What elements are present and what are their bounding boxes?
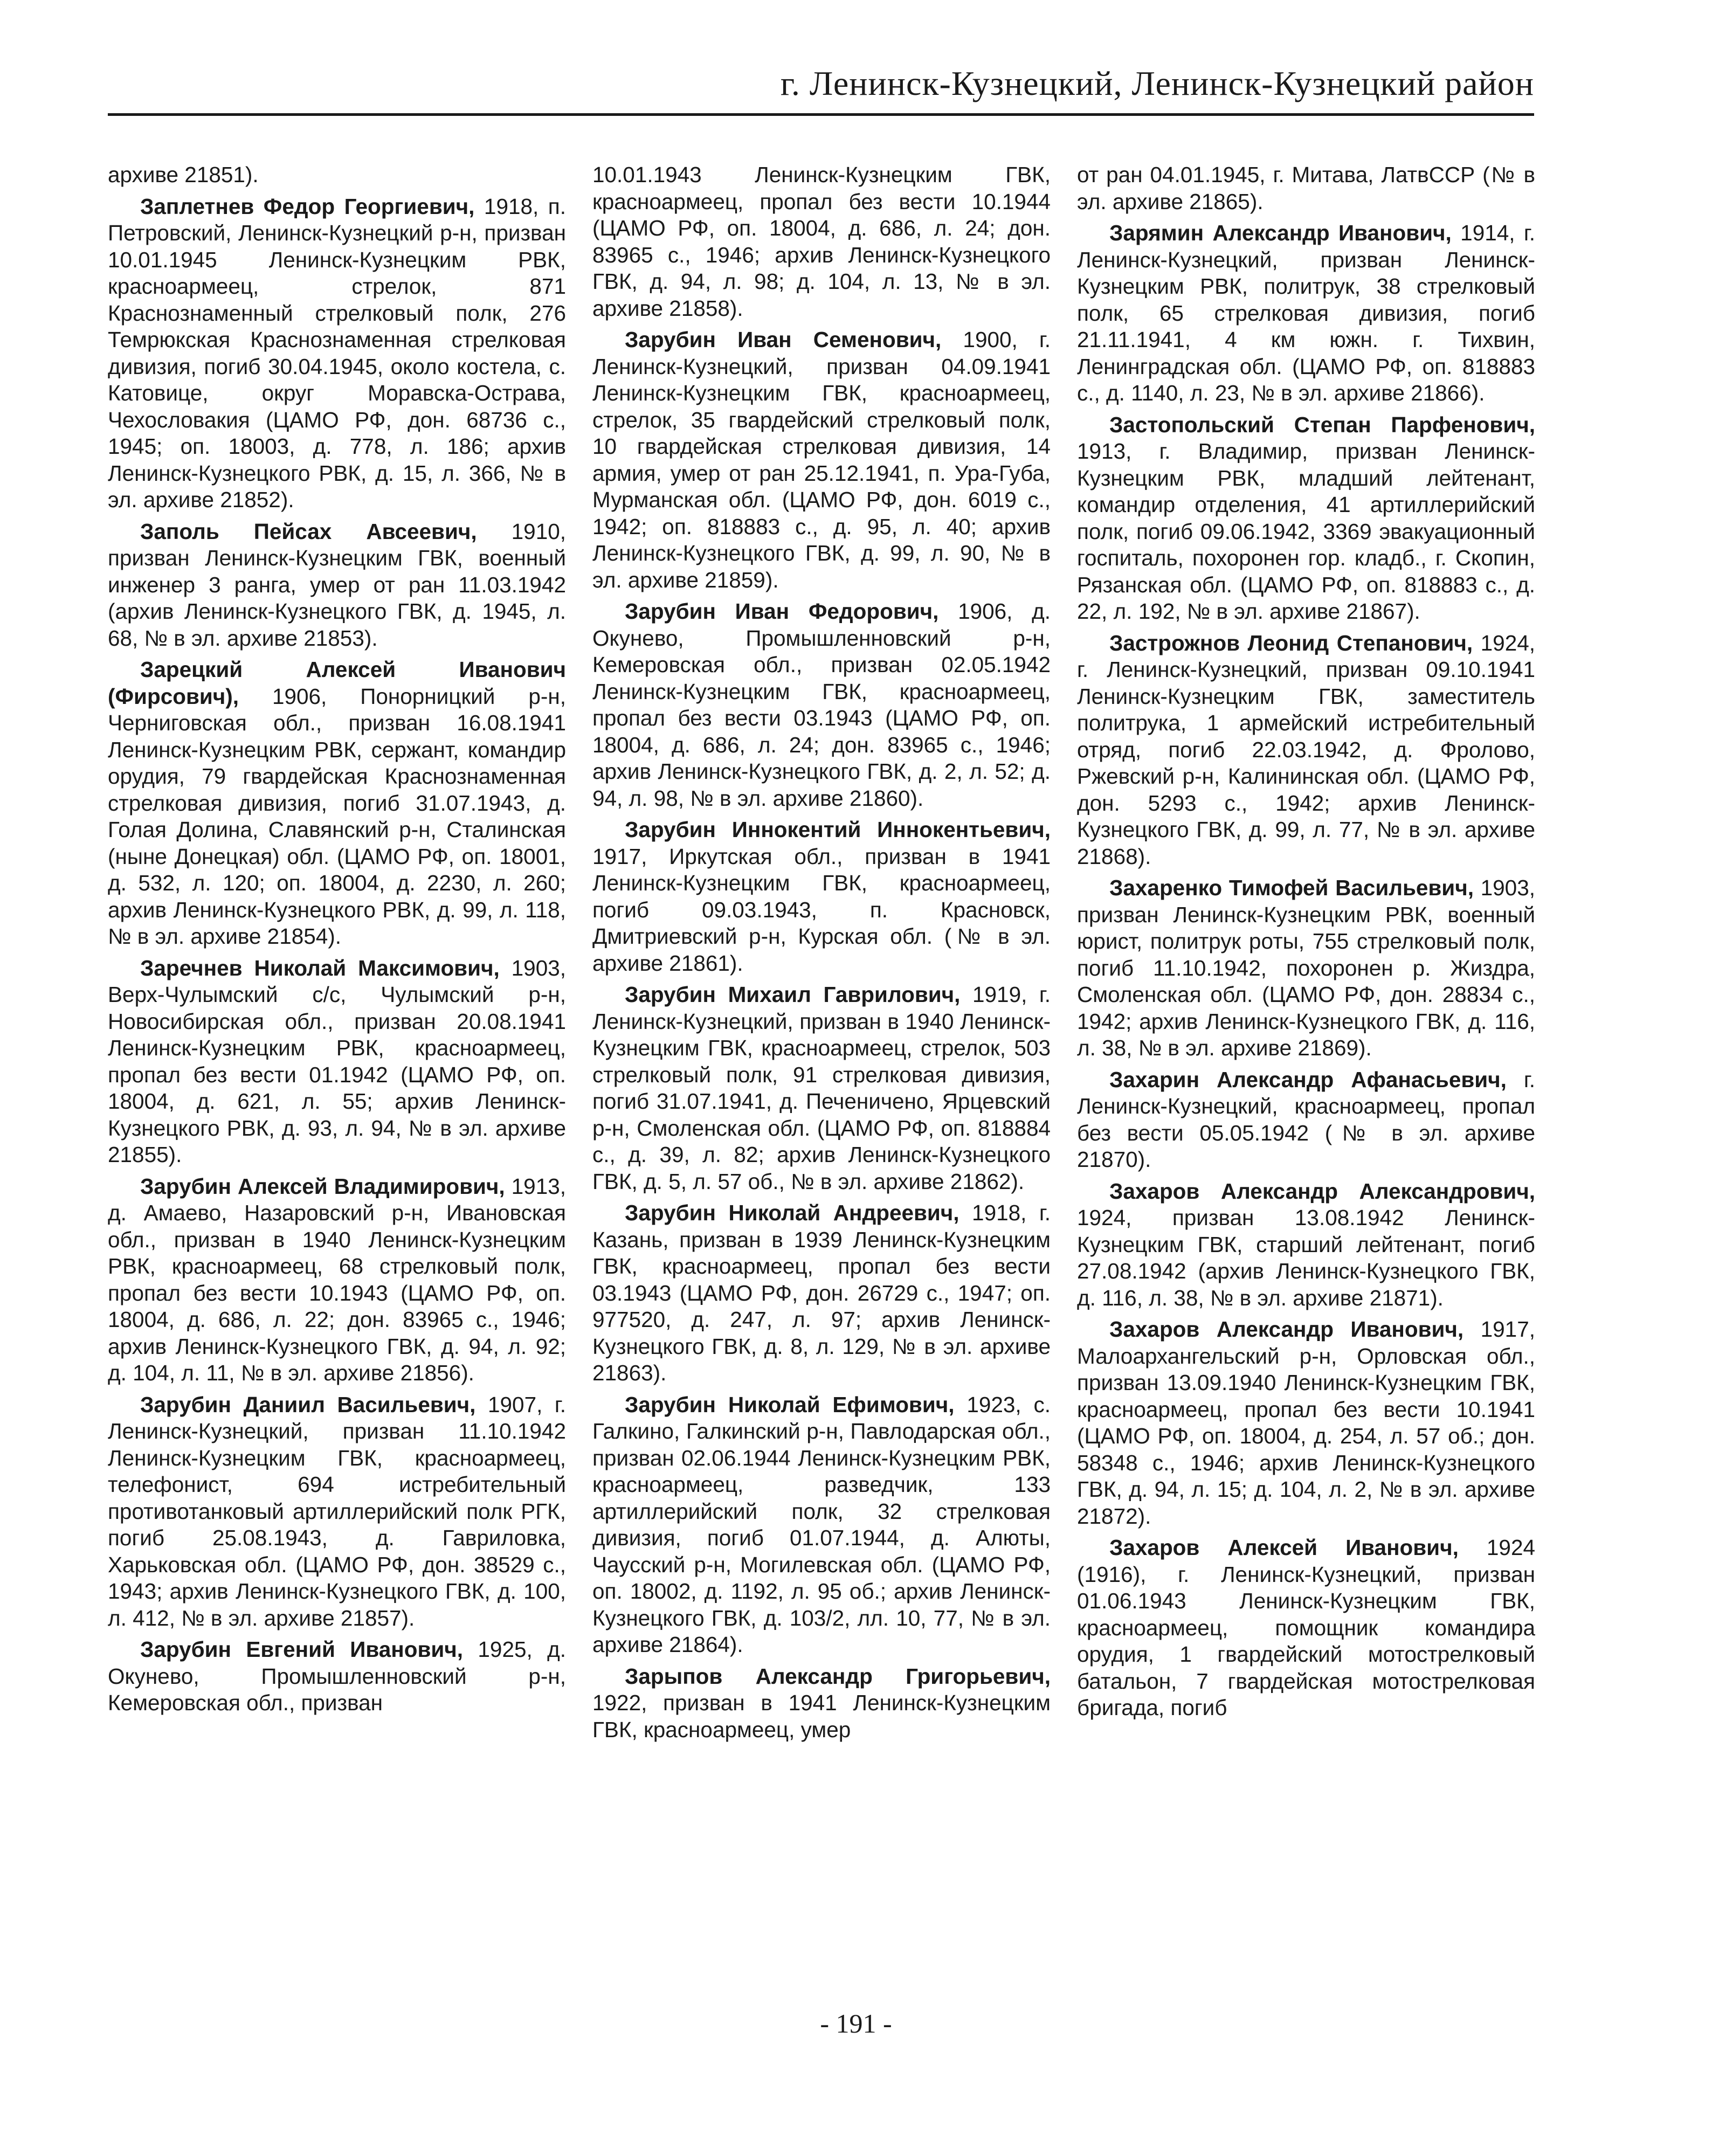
entry-text: 1903, призван Ленинск-Кузнецким РВК, военный юрист, политрук роты, 755 стрелковый полк, погиб 11.10.1942, похоронен р. Жиздра, Смоленская обл. (ЦАМО РФ, дон. 28834 с., 1942; архив Ленинск-Кузнецкого ГВК, д. 116, л. 38, № в эл. архиве 21869).: [1077, 875, 1535, 1060]
biography-entry: [592, 1663, 1051, 1744]
biography-entry: [592, 327, 1051, 593]
entry-text: 1917, Иркутская обл., призван в 1941 Ленинск-Кузнецким ГВК, красноармеец, погиб 09.03.1943, п. Красновск, Дмитриевский р-н, Курская обл. (№ в эл. архиве 21861).: [592, 844, 1051, 976]
biography-entry: [592, 817, 1051, 977]
person-name: Захаров Алексей Иванович,: [1109, 1535, 1459, 1560]
entry-text: 1925, д. Окунево, Промышленновский р-н, Кемеровская обл., призван: [108, 1637, 566, 1715]
entry-text: 1923, с. Галкино, Галкинский р-н, Павлодарская обл., призван 02.06.1944 Ленинск-Кузнецким РВК, красноармеец, разведчик, 133 артиллерийский полк, 32 стрелковая дивизия, погиб 01.07.1944, д. Алюты, Чаусский р-н, Могилевская обл. (ЦАМО РФ, оп. 18002, д. 1192, л. 95 об.; архив Ленинск-Кузнецкого ГВК, д. 103/2, лл. 10, 77, № в эл. архиве 21864).: [592, 1392, 1051, 1657]
entry-text: 1900, г. Ленинск-Кузнецкий, призван 04.09.1941 Ленинск-Кузнецким ГВК, красноармеец, стрелок, 35 гвардейский стрелковый полк, 10 гвардейская стрелковая дивизия, 14 армия, умер от ран 25.12.1941, п. Ура-Губа, Мурманская обл. (ЦАМО РФ, дон. 6019 с., 1942; оп. 818883 с., д. 95, л. 40; архив Ленинск-Кузнецкого ГВК, д. 99, л. 90, № в эл. архиве 21859).: [592, 327, 1051, 592]
biography-entry: [1077, 630, 1535, 870]
person-name: Зарямин Александр Иванович,: [1109, 220, 1452, 245]
biography-entry: [108, 1636, 566, 1717]
person-name: Захаренко Тимофей Васильевич,: [1109, 875, 1474, 900]
biography-entry: [1077, 1178, 1535, 1312]
entry-text: 1903, Верх-Чулымский с/с, Чулымский р-н, Новосибирская обл., призван 20.08.1941 Ленинск-Кузнецким РВК, красноармеец, пропал без вести 01.1942 (ЦАМО РФ, оп. 18004, д. 621, л. 55; архив Ленинск-Кузнецкого РВК, д. 93, л. 94, № в эл. архиве 21855).: [108, 955, 566, 1167]
entry-text: архиве 21851).: [108, 162, 259, 187]
column-1: [108, 162, 566, 1957]
biography-entry: [108, 194, 566, 514]
biography-entry: [108, 657, 566, 950]
person-name: Застрожнов Леонид Степанович,: [1109, 630, 1473, 655]
biography-entry: [592, 982, 1051, 1195]
biography-entry: [108, 1173, 566, 1387]
person-name: Зарубин Николай Ефимович,: [625, 1392, 955, 1417]
biography-entry: [592, 1392, 1051, 1659]
text-columns: [108, 162, 1535, 1957]
biography-entry: [1077, 1067, 1535, 1173]
biography-entry: [108, 955, 566, 1169]
biography-entry: [592, 1200, 1051, 1387]
person-name: Зарубин Михаил Гаврилович,: [625, 982, 961, 1007]
biography-entry: [108, 519, 566, 652]
biography-entry: [1077, 1535, 1535, 1722]
entry-text: 1906, Понорницкий р-н, Черниговская обл., призван 16.08.1941 Ленинск-Кузнецким РВК, сержант, командир орудия, 79 гвардейская Краснознаменная стрелковая дивизия, погиб 31.07.1943, д. Голая Долина, Славянский р-н, Сталинская (ныне Донецкая) обл. (ЦАМО РФ, оп. 18001, д. 532, л. 120; оп. 18004, д. 2230, л. 260; архив Ленинск-Кузнецкого РВК, д. 99, л. 118, № в эл. архиве 21854).: [108, 683, 566, 949]
person-name: Зарубин Иннокентий Иннокентьевич,: [625, 817, 1051, 842]
column-3: [1077, 162, 1535, 1957]
entry-text: 1924 (1916), г. Ленинск-Кузнецкий, призван 01.06.1943 Ленинск-Кузнецким ГВК, красноармеец, помощник командира орудия, 1 гвардейский мотострелковый батальон, 7 гвардейская мотострелковая бригада, погиб: [1077, 1535, 1535, 1720]
entry-text: 1914, г. Ленинск-Кузнецкий, призван Ленинск-Кузнецким РВК, политрук, 38 стрелковый полк, 65 стрелковая дивизия, погиб 21.11.1941, 4 км южн. г. Тихвин, Ленинградская обл. (ЦАМО РФ, оп. 818883 с., д. 1140, л. 23, № в эл. архиве 21866).: [1077, 220, 1535, 405]
biography-entry: [1077, 875, 1535, 1062]
person-name: Зарыпов Александр Григорьевич,: [625, 1663, 1051, 1689]
entry-text: 1922, призван в 1941 Ленинск-Кузнецким ГВК, красноармеец, умер: [592, 1690, 1051, 1742]
entry-text: 1924, г. Ленинск-Кузнецкий, призван 09.10.1941 Ленинск-Кузнецким ГВК, заместитель политрука, 1 армейский истребительный отряд, погиб 22.03.1942, д. Фролово, Ржевский р-н, Калининская обл. (ЦАМО РФ, дон. 5293 с., 1942; архив Ленинск-Кузнецкого ГВК, д. 99, л. 77, № в эл. архиве 21868).: [1077, 630, 1535, 869]
person-name: Зарубин Даниил Васильевич,: [140, 1392, 476, 1417]
entry-text: 10.01.1943 Ленинск-Кузнецким ГВК, красноармеец, пропал без вести 10.1944 (ЦАМО РФ, оп. 18004, д. 686, л. 24; дон. 83965 с., 1946; архив Ленинск-Кузнецкого ГВК, д. 94, л. 98; д. 104, л. 13, № в эл. архиве 21858).: [592, 162, 1051, 321]
entry-continuation: [108, 162, 566, 189]
page-number: - 191 -: [820, 2008, 892, 2038]
biography-entry: [1077, 412, 1535, 625]
entry-text: 1919, г. Ленинск-Кузнецкий, призван в 1940 Ленинск-Кузнецким ГВК, красноармеец, стрелок, 503 стрелковый полк, 91 стрелковая дивизия, погиб 31.07.1941, д. Печеничено, Ярцевский р-н, Смоленская обл. (ЦАМО РФ, оп. 818884 с., д. 39, л. 82; архив Ленинск-Кузнецкого ГВК, д. 5, л. 57 об., № в эл. архиве 21862).: [592, 982, 1051, 1194]
person-name: Зарубин Евгений Иванович,: [140, 1637, 464, 1662]
person-name: Зарецкий Алексей Иванович (Фирсович),: [108, 657, 566, 709]
person-name: Заплетнев Федор Георгиевич,: [140, 194, 475, 219]
entry-text: 1918, п. Петровский, Ленинск-Кузнецкий р-н, призван 10.01.1945 Ленинск-Кузнецким РВК, красноармеец, стрелок, 871 Краснознаменный стрелковый полк, 276 Темрюкская Краснознаменная стрелковая дивизия, погиб 30.04.1945, около костела, с. Катовице, округ Моравска-Острава, Чехословакия (ЦАМО РФ, дон. 68736 с., 1945; оп. 18003, д. 778, л. 186; архив Ленинск-Кузнецкого РВК, д. 15, л. 366, № в эл. архиве 21852).: [108, 194, 566, 512]
biography-entry: [1077, 1316, 1535, 1530]
entry-text: 1913, д. Амаево, Назаровский р-н, Ивановская обл., призван в 1940 Ленинск-Кузнецким РВК, красноармеец, 68 стрелковый полк, пропал без вести 10.1943 (ЦАМО РФ, оп. 18004, д. 686, л. 22; дон. 83965 с., 1946; архив Ленинск-Кузнецкого ГВК, д. 94, л. 92; д. 104, л. 11, № в эл. архиве 21856).: [108, 1173, 567, 1385]
entry-text: 1917, Малоархангельский р-н, Орловская обл., призван 13.09.1940 Ленинск-Кузнецким ГВК, красноармеец, пропал без вести 10.1941 (ЦАМО РФ, оп. 18004, д. 254, л. 57 об.; дон. 58348 с., 1946; архив Ленинск-Кузнецкого ГВК, д. 94, л. 15; д. 104, л. 2, № в эл. архиве 21872).: [1077, 1317, 1535, 1529]
entry-text: 1924, призван 13.08.1942 Ленинск-Кузнецким ГВК, старший лейтенант, погиб 27.08.1942 (архив Ленинск-Кузнецкого ГВК, д. 116, л. 38, № в эл. архиве 21871).: [1077, 1205, 1535, 1310]
entry-continuation: [1077, 162, 1535, 215]
running-title: г. Ленинск-Кузнецкий, Ленинск-Кузнецкий район: [780, 64, 1534, 102]
person-name: Заречнев Николай Максимович,: [140, 955, 500, 980]
biography-entry: [592, 598, 1051, 812]
person-name: Захаров Александр Иванович,: [1109, 1317, 1464, 1342]
person-name: Заполь Пейсах Авсеевич,: [140, 519, 477, 544]
entry-continuation: [592, 162, 1051, 322]
entry-text: 1918, г. Казань, призван в 1939 Ленинск-Кузнецким ГВК, красноармеец, пропал без вести 03.1943 (ЦАМО РФ, дон. 26729 с., 1947; оп. 977520, д. 247, л. 97; архив Ленинск-Кузнецкого ГВК, д. 8, л. 129, № в эл. архиве 21863).: [592, 1200, 1051, 1385]
entry-text: 1906, д. Окунево, Промышленновский р-н, Кемеровская обл., призван 02.05.1942 Ленинск-Кузнецким ГВК, красноармеец, пропал без вести 03.1943 (ЦАМО РФ, оп. 18004, д. 686, л. 24; дон. 83965 с., 1946; архив Ленинск-Кузнецкого ГВК, д. 2, л. 52; д. 94, л. 98, № в эл. архиве 21860).: [592, 599, 1051, 811]
person-name: Зарубин Иван Семенович,: [625, 327, 942, 352]
person-name: Зарубин Николай Андреевич,: [625, 1200, 959, 1225]
person-name: Зарубин Иван Федорович,: [625, 599, 939, 624]
entry-text: 1910, призван Ленинск-Кузнецким ГВК, военный инженер 3 ранга, умер от ран 11.03.1942 (архив Ленинск-Кузнецкого ГВК, д. 1945, л. 68, № в эл. архиве 21853).: [108, 519, 566, 651]
entry-text: г. Ленинск-Кузнецкий, красноармеец, пропал без вести 05.05.1942 (№ в эл. архиве 21870).: [1077, 1067, 1535, 1172]
biography-entry: [108, 1392, 566, 1632]
person-name: Захарин Александр Афанасьевич,: [1109, 1067, 1507, 1092]
person-name: Зарубин Алексей Владимирович,: [140, 1173, 505, 1199]
header-rule: [108, 113, 1534, 116]
person-name: Захаров Александр Александрович,: [1109, 1178, 1535, 1204]
column-2: [592, 162, 1051, 1957]
entry-text: от ран 04.01.1945, г. Митава, ЛатвССР (№ в эл. архиве 21865).: [1077, 162, 1535, 214]
person-name: Застопольский Степан Парфенович,: [1109, 412, 1535, 437]
biography-entry: [1077, 220, 1535, 407]
entry-text: 1907, г. Ленинск-Кузнецкий, призван 11.10.1942 Ленинск-Кузнецким ГВК, красноармеец, телефонист, 694 истребительный противотанковый артиллерийский полк РГК, погиб 25.08.1943, д. Гавриловка, Харьковская обл. (ЦАМО РФ, дон. 38529 с., 1943; архив Ленинск-Кузнецкого ГВК, д. 100, л. 412, № в эл. архиве 21857).: [108, 1392, 566, 1630]
entry-text: 1913, г. Владимир, призван Ленинск-Кузнецким РВК, младший лейтенант, командир отделения, 41 артиллерийский полк, погиб 09.06.1942, 3369 эвакуационный госпиталь, похоронен гор. кладб., г. Скопин, Рязанская обл. (ЦАМО РФ, оп. 818883 с., д. 22, л. 192, № в эл. архиве 21867).: [1077, 439, 1535, 624]
